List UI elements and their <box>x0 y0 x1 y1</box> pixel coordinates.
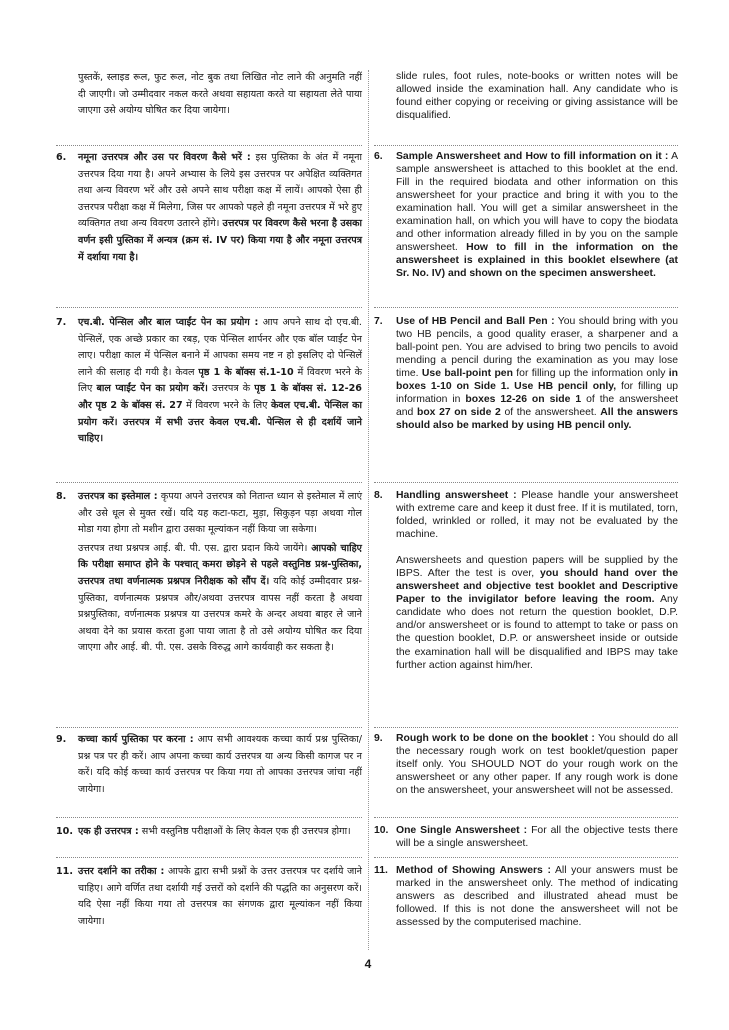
english-s7-bold: Use ball-point pen <box>421 368 513 380</box>
section-number: 6. <box>56 152 67 163</box>
english-s7-text: You should bring with you two HB pencils, a good quality eraser, a sharpener and a ball-point pen. You are advised to bring two pencils to avoid mending a pencil during the examination as you may lose time. <box>396 316 678 380</box>
english-s7-bold: All the answers should also be marked by using HB pencil only. <box>396 407 679 432</box>
english-section-9 <box>374 732 678 797</box>
hindi-s5-text: पुस्तकें, स्लाइड रूल, फुट रूल, नोट बुक तथा लिखित नोट लाने की अनुमति नहीं दी जाएगी। जो उम्मीदवार नकल करते अथवा सहायता करते या सहायता लेते पाया जाएगा उसे अयोग्य घोषित कर दिया जायेगा। <box>78 72 362 117</box>
section-number: 7. <box>56 317 67 328</box>
section-separator <box>56 145 362 146</box>
hindi-s7-bold: पृष्ठ 1 के बॉक्स सं. 12-26 और पृष्ठ 2 के बॉक्स सं. 27 <box>78 383 362 411</box>
hindi-section-11 <box>56 864 362 930</box>
hindi-section-9 <box>56 732 362 798</box>
hindi-s7-bold: बाल प्वाईंट पेन का प्रयोग करें। <box>96 383 208 395</box>
section-number: 10. <box>56 826 73 837</box>
hindi-s6-heading: नमूना उत्तरपत्र और उस पर विवरण कैसे भरें : <box>78 152 251 163</box>
english-section-8 <box>374 489 678 672</box>
column-divider <box>368 70 369 950</box>
hindi-s7-bold: पृष्ठ 1 के बॉक्स सं.1-10 <box>198 366 294 378</box>
english-s8-bold: you should hand over the answersheet and objective test booklet and Descriptive Paper to the invigilator before leaving the room. <box>396 568 678 606</box>
hindi-section-6 <box>56 150 362 266</box>
english-s6-heading: Sample Answersheet and How to fill information on it : <box>396 151 669 162</box>
section-separator <box>374 482 678 483</box>
english-section-5-continued <box>374 70 678 122</box>
english-s8-text: Answersheets and question papers will be supplied by the IBPS. After the test is over, <box>396 555 678 580</box>
hindi-s7-heading: एच.बी. पेन्सिल और बाल प्वाईंट पेन का प्रयोग : <box>78 317 259 328</box>
section-separator <box>56 482 362 483</box>
section-separator <box>56 307 362 308</box>
section-number: 11. <box>56 866 73 877</box>
english-s6-bold: How to fill in the information on the answersheet is explained in this booklet elsewhere (at Sr. No. IV) and shown on the specimen answersheet. <box>396 242 679 280</box>
english-section-10 <box>374 824 678 850</box>
english-s7-heading: Use of HB Pencil and Ball Pen : <box>396 316 555 327</box>
hindi-s9-text: आप सभी आवश्यक कच्चा कार्य प्रश्न पुस्तिका/प्रश्न पत्र पर ही करें। आप अपना कच्चा कार्य उत्तरपत्र या अन्य किसी कागज पर न करें। यदि कोई कच्चा कार्य उत्तरपत्र पर किया गया तो आपका उत्तरपत्र जांचा नहीं जायेगा। <box>78 734 362 795</box>
hindi-s7-text: उत्तरपत्र के <box>212 383 251 395</box>
english-s7-bold: in boxes 1-10 on Side 1. Use HB pencil only, <box>396 368 679 393</box>
english-s7-text: of the answersheet. <box>504 407 597 419</box>
english-s5-text: slide rules, foot rules, note-books or written notes will be allowed inside the examination hall. Any candidate who is found either copying or receiving or giving assistance will be disqualified. <box>396 71 678 122</box>
hindi-s6-text: इस पुस्तिका के अंत में नमूना उत्तरपत्र दिया गया है। अपने अभ्यास के लिये इस उत्तरपत्र पर अपेक्षित व्यक्तिगत तथा अन्य विवरण भरें और उसे अपने साथ परीक्षा कक्ष में लायें। आपको ऐसा ही उत्तरपत्र परीक्षा कक्ष में मिलेगा, जिस पर आपको पहले ही नमूना उत्तरपत्र में भरे हुए व्यक्तिगत तथा अन्य विवरण उतारने होंगे। <box>78 152 362 230</box>
hindi-s8-text: यदि कोई उम्मीदवार प्रश्न-पुस्तिका, वर्णनात्मक प्रश्नपत्र और/अथवा उत्तरपत्र वापस नहीं करता है अथवा प्रश्नपुस्तिका, वर्णनात्मक प्रश्नपत्र या उत्तरपत्र कमरे के अन्दर अथवा बाहर ले जाने अथवा देने का प्रयास करता हुआ पाया जाता है तो उसे अयोग्य घोषित कर दिया जाएगा और आई. बी. पी. एस. उसके विरुद्ध आगे कार्यवाही कर सकता है। <box>78 575 362 654</box>
section-separator <box>374 817 678 818</box>
hindi-s8-bold: आपको चाहिए कि परीक्षा समाप्त होने के पश्चात् कमरा छोड़ने से पहले वस्तुनिष्ठ प्रश्न-पुस्तिका, उत्तरपत्र तथा वर्णनात्मक प्रश्नपत्र निरीक्षक को सौंप दें। <box>78 542 362 587</box>
english-s8-heading: Handling answersheet : <box>396 490 517 501</box>
hindi-s11-heading: उत्तर दर्शाने का तरीका : <box>78 866 165 877</box>
english-s10-text: For all the objective tests there will be a single answersheet. <box>396 825 679 850</box>
english-section-7 <box>374 315 678 432</box>
hindi-section-7 <box>56 315 362 448</box>
section-separator <box>374 857 678 858</box>
english-section-6 <box>374 150 678 280</box>
english-s9-text: You should do all the necessary rough work on test booklet/question paper itself only. You SHOULD NOT do your rough work on the answersheet or any other paper. If any rough work is done on the answersheet, your answersheet will not be assessed. <box>396 733 678 797</box>
section-number: 9. <box>56 734 67 745</box>
page-number: 4 <box>364 957 372 971</box>
hindi-section-8 <box>56 489 362 657</box>
hindi-s8-text: उत्तरपत्र तथा प्रश्नपत्र आई. बी. पी. एस. द्वारा प्रदान किये जायेंगे। <box>78 542 308 554</box>
section-separator <box>374 145 678 146</box>
section-number: 8. <box>56 491 67 502</box>
section-number: 11. <box>374 865 388 876</box>
english-s7-text: for filling up information in <box>396 381 679 406</box>
section-separator <box>374 727 678 728</box>
english-s11-text: All your answers must be marked in the answersheet only. The method of indicating answers as described and illustrated ahead must be followed. If this is not done the answersheet will not be assessed by the computerised machine. <box>396 865 679 929</box>
english-s9-heading: Rough work to be done on the booklet : <box>396 733 595 744</box>
hindi-s11-text: आपके द्वारा सभी प्रश्नों के उत्तर उत्तरपत्र पर दर्शाये जाने चाहिए। आगे वर्णित तथा दर्शायी गई उत्तरों को दर्शाने की पद्धति का अनुसरण करें। यदि ऐसा नहीं किया गया तो उत्तरपत्र का संगणक द्वारा मूल्यांकन नहीं किया जायेगा। <box>78 866 362 927</box>
hindi-section-5-continued <box>56 70 362 120</box>
hindi-s6-bold-text: उत्तरपत्र पर विवरण कैसे भरना है उसका वर्णन इसी पुस्तिका में अन्यत्र (क्रम सं. IV पर) किया गया है और नमूना उत्तरपत्र में दर्शाया गया है। <box>78 218 362 263</box>
hindi-s10-heading: एक ही उत्तरपत्र : <box>78 826 139 837</box>
hindi-s8-text: कृपया अपने उत्तरपत्र को नितान्त ध्यान से इस्तेमाल में लाएं और उसे धूल से मुक्त रखें। यदि यह कटा-फटा, मुड़ा, सिकुड़न पड़ा अथवा गोल मोडा गया होगा तो मशीन द्वारा उसका मूल्यांकन नहीं किया जा सकेगा। <box>78 491 362 536</box>
hindi-s10-text: सभी वस्तुनिष्ठ परीक्षाओं के लिए केवल एक ही उत्तरपत्र होगा। <box>141 826 351 837</box>
english-s7-text: of the answersheet and <box>396 394 679 419</box>
section-number: 7. <box>374 316 383 327</box>
english-s8-text: Any candidate who does not return the question booklet, D.P. and/or answersheet or is found to attempt to take or pass on the question booklet, D.P. or answersheet inside or outside the examination hall will be disqualified and IBPS may take further action against him/her. <box>396 594 678 671</box>
hindi-s7-text: में विवरण भरने के लिए <box>186 399 268 411</box>
section-number: 6. <box>374 151 383 162</box>
section-number: 9. <box>374 733 383 744</box>
english-s7-bold: boxes 12-26 on side 1 <box>465 394 582 406</box>
english-s6-text: A sample answersheet is attached to this booklet at the end. Fill in the required biodata and other information on this answersheet for your practice and bring it with you to the examination hall. You will get a similar answersheet in the examination hall, on which you will have to copy the biodata and other information already filled in by you on the sample answersheet. <box>396 151 678 254</box>
hindi-s9-heading: कच्चा कार्य पुस्तिका पर करना : <box>78 734 194 745</box>
section-separator <box>374 307 678 308</box>
english-s7-bold: box 27 on side 2 <box>416 407 501 419</box>
hindi-s8-heading: उत्तरपत्र का इस्तेमाल : <box>78 491 158 502</box>
english-s11-heading: Method of Showing Answers : <box>396 865 551 876</box>
english-s10-heading: One Single Answersheet : <box>396 825 528 836</box>
english-s8-text: Please handle your answersheet with extreme care and keep it dust free. If it is mutilated, torn, folded, wrinkled or rolled, it may not be evaluated by the machine. <box>396 490 679 541</box>
section-separator <box>56 727 362 728</box>
hindi-s7-bold: केवल एच.बी. पेन्सिल का प्रयोग करें। उत्तरपत्र में सभी उत्तर केवल एच.बी. पेन्सिल से ही दर्शायें जाने चाहिए। <box>78 399 362 445</box>
section-number: 8. <box>374 490 383 501</box>
english-section-11 <box>374 864 678 929</box>
hindi-section-10 <box>56 824 362 841</box>
english-s7-text: for filling up the information only <box>516 368 666 380</box>
hindi-s7-text: आप अपने साथ दो एच.बी. पेन्सिलें, एक अच्छे प्रकार का रबड़, एक पेन्सिल शार्पनर और एक बॉल प्वाईंट पेन लाए। परीक्षा काल में पेन्सिल बनाने में आपका समय नष्ट न हो इसलिए दो पेन्सिलें लाने की सलाह दी गयी है। केवल <box>78 317 362 378</box>
section-number: 10. <box>374 825 389 836</box>
section-separator <box>56 817 362 818</box>
hindi-s7-text: में विवरण भरने के लिए <box>78 366 362 395</box>
section-separator <box>56 857 362 858</box>
